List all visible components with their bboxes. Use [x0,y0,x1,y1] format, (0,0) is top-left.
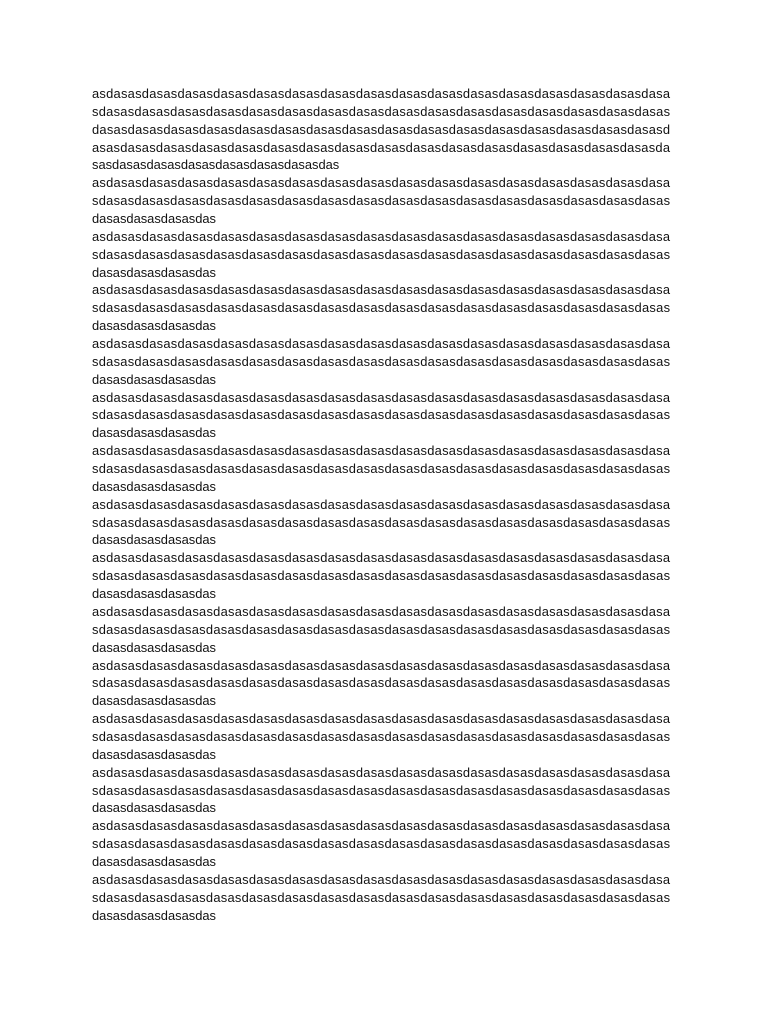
paragraph [92,228,692,282]
text-line: asdasasdasasdasasdasasdasasdasasdasasdasasdasasdasasdasasdasasdasasdasasdasasdasa [92,711,671,727]
paragraph [92,710,692,764]
paragraph [92,389,692,443]
paragraph [92,281,692,335]
text-line: sdasasdasasdasasdasasdasasdasasdasasdasasdasasdasasdasasdasasdasasdasasdasasdasas [92,675,671,691]
text-line: asdasasdasasdasasdasasdasasdasasdasasdasasdasasdasasdasasdasasdasasdasasdasasdasa [92,764,671,780]
text-line: sdasasdasasdasasdasasdasasdasasdasasdasasdasasdasasdasasdasasdasasdasasdasasdasas [92,461,671,477]
paragraph [92,174,692,228]
paragraph [92,871,692,925]
text-line: sdasasdasasdasasdasasdasasdasasdasasdasasdasasdasasdasasdasasdasasdasasdasasdasas [92,246,671,262]
text-line: sdasasdasasdasasdasasdasasdasasdasasdasasdasasdasasdasasdasasdasasdasasdasasdasas [92,728,671,744]
text-line: dasasdasasdasasdasasdasasdasasdasasdasasdasasdasasdasasdasasdasasdasasdasasdasasd [92,121,671,137]
paragraph [92,657,692,711]
text-line: sdasasdasasdasasdasasdasasdasasdasasdasasdasasdasasdasasdasasdasasdasasdasasdasas [92,621,671,637]
paragraph [92,603,692,657]
text-line: dasasdasasdasasdas [92,907,216,923]
text-line: asdasasdasasdasasdasasdasasdasasdasasdasasdasasdasasdasasdasasdasasdasasdasasdasa [92,871,671,887]
text-line: asdasasdasasdasasdasasdasasdasasdasasdasasdasasdasasdasasdasasdasasdasasdasasdasa [92,657,671,673]
text-line: dasasdasasdasasdas [92,586,216,602]
text-line: asdasasdasasdasasdasasdasasdasasdasasdasasdasasdasasdasasdasasdasasdasasdasasdasa [92,282,671,298]
text-line: dasasdasasdasasdas [92,264,216,280]
text-line: asdasasdasasdasasdasasdasasdasasdasasdasasdasasdasasdasasdasasdasasdasasdasasdasa [92,228,671,244]
text-line: sdasasdasasdasasdasasdasasdasasdasasdasasdasasdasasdasasdasasdasasdasasdasasdasas [92,889,671,905]
text-line: sdasasdasasdasasdasasdasasdasasdasasdasasdasasdasasdasasdasasdasasdasasdasasdasas [92,103,671,119]
text-line: sdasasdasasdasasdasasdasasdasasdasasdasasdasasdasasdasasdasasdasasdasasdasasdasas [92,568,671,584]
text-line: sdasasdasasdasasdasasdasasdasasdasasdasasdasasdasasdasasdasasdasasdasasdasasdasas [92,300,671,316]
text-line: sdasasdasasdasasdasasdasasdasasdasasdasasdasasdasasdasasdasasdasasdasasdasasdasas [92,353,671,369]
text-line: dasasdasasdasasdas [92,425,216,441]
text-line: sdasasdasasdasasdasasdasasdasasdasasdasasdasasdasasdasasdasasdasasdasasdasasdasas [92,782,671,798]
text-line: asdasasdasasdasasdasasdasasdasasdasasdasasdasasdasasdasasdasasdasasdasasdasasdasa [92,389,671,405]
text-line: dasasdasasdasasdas [92,318,216,334]
text-line: dasasdasasdasasdas [92,478,216,494]
text-line: asdasasdasasdasasdasasdasasdasasdasasdasasdasasdasasdasasdasasdasasdasasdasasdasa [92,818,671,834]
document-body [92,85,692,924]
text-line: asdasasdasasdasasdasasdasasdasasdasasdasasdasasdasasdasasdasasdasasdasasdasasdasa [92,336,671,352]
text-line: dasasdasasdasasdas [92,639,216,655]
text-line: dasasdasasdasasdas [92,853,216,869]
text-line: dasasdasasdasasdas [92,371,216,387]
text-line: asdasasdasasdasasdasasdasasdasasdasasdasasdasasdasasdasasdasasdasasdasasdasasdasa [92,175,671,191]
paragraph [92,549,692,603]
text-line: asdasasdasasdasasdasasdasasdasasdasasdasasdasasdasasdasasdasasdasasdasasdasasdasa [92,496,671,512]
paragraph [92,496,692,550]
text-line: asdasasdasasdasasdasasdasasdasasdasasdasasdasasdasasdasasdasasdasasdasasdasasdasa [92,550,671,566]
paragraph [92,85,692,174]
text-line: dasasdasasdasasdas [92,800,216,816]
text-line: sdasasdasasdasasdasasdasasdasasdasasdasasdasasdasasdasasdasasdasasdasasdasasdasas [92,407,671,423]
paragraph [92,817,692,871]
text-line: dasasdasasdasasdas [92,211,216,227]
text-line: dasasdasasdasasdas [92,746,216,762]
text-line: asdasasdasasdasasdasasdasasdasasdasasdasasdasasdasasdasasdasasdasasdasasdasasdasa [92,443,671,459]
text-line: asdasasdasasdasasdasasdasasdasasdasasdasasdasasdasasdasasdasasdasasdasasdasasdasa [92,603,671,619]
text-line: sdasasdasasdasasdasasdasasdasasdasasdasasdasasdasasdasasdasasdasasdasasdasasdasas [92,836,671,852]
text-line: asdasasdasasdasasdasasdasasdasasdasasdasasdasasdasasdasasdasasdasasdasasdasasdasa [92,86,671,101]
text-line: asasdasasdasasdasasdasasdasasdasasdasasdasasdasasdasasdasasdasasdasasdasasdasasda [92,139,671,155]
text-line: dasasdasasdasasdas [92,532,216,548]
paragraph [92,335,692,389]
paragraph [92,442,692,496]
text-line: sdasasdasasdasasdasasdasasdasasdasasdasasdasasdasasdasasdasasdasasdasasdasasdasas [92,514,671,530]
paragraph [92,764,692,818]
text-line: sasdasasdasasdasasdasasdasasdasasdas [92,157,340,173]
text-line: dasasdasasdasasdas [92,693,216,709]
text-line: sdasasdasasdasasdasasdasasdasasdasasdasasdasasdasasdasasdasasdasasdasasdasasdasas [92,193,671,209]
